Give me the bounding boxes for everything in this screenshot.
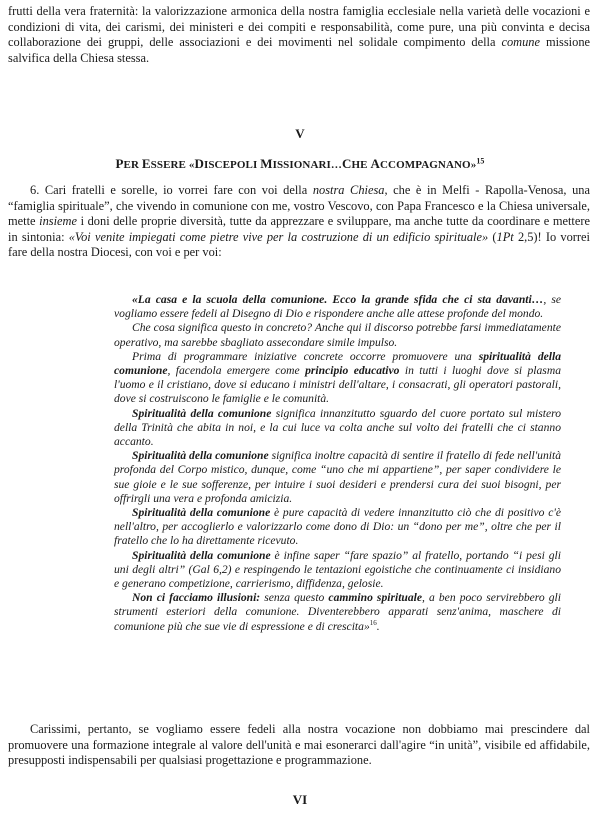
paragraph-7: Carissimi, pertanto, se vogliamo essere fedeli alla nostra vocazione non dobbiamo mai prescindere dal promuovere una formazione integrale al valore dell'unità e mai esonerarci dall'agire “in unità”, visibile ed affidabile, presupposti indispensabili per qualsiasi progettazione e programmazione. <box>8 722 590 768</box>
quote-paragraph-5: Spiritualità della comunione significa inoltre capacità di sentire il fratello di fede nell'unità profonda del Corpo mistico, dunque, come “uno che mi appartiene”, per saper condividere le sue gioie e le sue sofferenze, per intuire i suoi desideri e prendersi cura dei suoi bisogni, per offrirgli una vera e profonda amicizia. <box>114 449 562 505</box>
footnote-ref-16: 16 <box>369 618 377 627</box>
quote-paragraph-2: Che cosa significa questo in concreto? Anche qui il discorso potrebbe farsi immediatamente operativo, ma sarebbe sbagliato assecondare simile impulso. <box>114 321 561 349</box>
block-quote <box>114 293 561 634</box>
intro-paragraph <box>8 4 590 66</box>
footnote-ref-15: 15 <box>476 156 485 166</box>
quote-paragraph-6: Spiritualità della comunione è pure capacità di vedere innanzitutto ciò che di positivo c'è nell'altro, per accoglierlo e valorizzarlo come dono di Dio: un “dono per me”, oltre che per il fratello che lo ha direttamente ricevuto. <box>114 506 561 548</box>
section-numeral-v: V <box>295 126 305 141</box>
quote-paragraph-4: Spiritualità della comunione significa innanzitutto sguardo del cuore portato sul mistero della Trinità che abita in noi, e la cui luce va colta anche sul volto dei fratelli che ci stanno accanto. <box>114 406 561 449</box>
paragraph-6: 6. Cari fratelli e sorelle, io vorrei fare con voi della nostra Chiesa, che è in Melfi - Rapolla-Venosa, una “famiglia spirituale”, che vivendo in comunione con me, vostro Vescovo, con Papa Francesco e la Chiesa universale, mette insieme i doni delle proprie diversità, tutte da apprezzare e sviluppare, ma anche tutte da coordinare e mettere in sintonia: «Voi venite impiegati come pietre vive per la costruzione di un edificio spirituale» (1Pt 2,5)! Io vorrei fare della nostra Diocesi, con voi e per voi: <box>8 183 590 260</box>
quote-paragraph-8: Non ci facciamo illusioni: senza questo cammino spirituale, a ben poco servirebbero gli strumenti esteriori della comunione. Diventerebbero apparati senz'anima, maschere di comunione più che sue vie di espressione e di crescita»$^{16}$. <box>114 591 561 633</box>
quote-paragraph-7: Spiritualità della comunione è infine saper “fare spazio” al fratello, portando “i pesi gli uni degli altri” (Gal 6,2) e respingendo le tentazioni egoistiche che continuamente ci insidiano e generano competizione, carrierismo, diffidenza, gelosie. <box>114 548 561 591</box>
intro-tail: missione salvifica della Chiesa stessa. <box>8 35 591 65</box>
section-heading: PER ESSERE «DISCEPOLI MISSIONARI…CHE ACCOMPAGNANO»$^{15}$ <box>115 156 485 171</box>
scripture-quote: «Voi venite impiegati come pietre vive per la costruzione di un edificio spirituale» <box>68 229 489 244</box>
quote-paragraph-1: «La casa e la scuola della comunione. Ecco la grande sfida che ci sta davanti…, se vogliamo essere fedeli al Disegno di Dio e rispondere anche alle attese profonde del mondo. <box>114 293 561 321</box>
section-numeral-vi: VI <box>292 792 308 807</box>
intro-text: frutti della vera fraternità: la valorizzazione armonica della nostra famiglia ecclesiale nella varietà delle vocazioni e condizioni di vita, dei carismi, dei ministeri e dei compiti e responsabilità, come pure, una più convinta e decisa collaborazione dei gruppi, delle associazioni e dei movimenti nel solidale compimento della <box>8 4 590 50</box>
intro-emphasis: comune <box>501 35 540 50</box>
quote-paragraph-3: Prima di programmare iniziative concrete occorre promuovere una spiritualità della comunione, facendola emergere come principio educativo in tutti i luoghi dove si plasma l'uomo e il cristiano, dove si educano i ministri dell'altare, i consacrati, gli operatori pastorali, dove si costruiscono le famiglie e le comunità. <box>114 349 561 406</box>
